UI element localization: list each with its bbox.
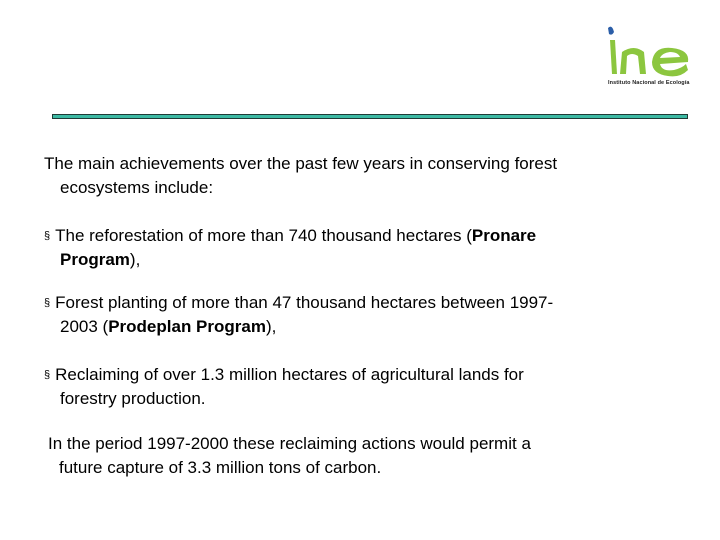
bullet-item (44, 224, 674, 272)
note-paragraph (48, 432, 678, 480)
bullet-text: Forest planting of more than 47 thousand hectares between 1997- (55, 293, 554, 312)
bullet-text: The reforestation of more than 740 thousand hectares ( (55, 226, 472, 245)
bullet-item (44, 291, 674, 339)
bullet-text: ), (129, 250, 141, 269)
intro-line-1: The main achievements over the past few years in conserving forest (44, 154, 558, 173)
intro-paragraph (44, 152, 674, 200)
bullet-bold-text: Program (60, 250, 130, 269)
logo-caption: Instituto Nacional de Ecología (608, 80, 690, 86)
bullet-bold-text: Prodeplan Program (108, 317, 266, 336)
ine-logo (600, 22, 706, 96)
note-line-1: In the period 1997-2000 these reclaiming actions would permit a (48, 434, 531, 453)
bullet-text: ), (265, 317, 277, 336)
bullet-icon: § (44, 369, 51, 381)
bullet-text: Reclaiming of over 1.3 million hectares of agricultural lands for (55, 365, 524, 384)
bullet-icon: § (44, 297, 51, 309)
ine-logo-mark (600, 22, 706, 82)
bullet-text: forestry production. (60, 389, 206, 408)
intro-line-2: ecosystems include: (60, 178, 214, 197)
bullet-bold-text: Pronare (471, 226, 537, 245)
bullet-text: 2003 ( (60, 317, 109, 336)
bullet-item (44, 363, 674, 411)
bullet-icon: § (44, 230, 51, 242)
header-divider (52, 114, 688, 119)
note-line-2: future capture of 3.3 million tons of carbon. (59, 458, 382, 477)
